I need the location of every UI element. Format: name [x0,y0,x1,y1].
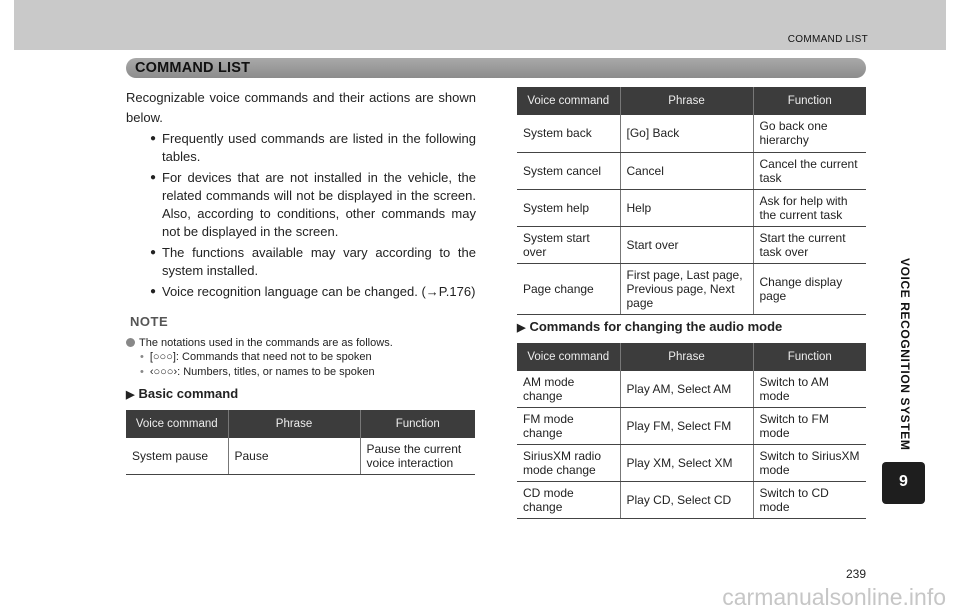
cell-function: Switch to CD mode [753,482,866,519]
table-row [517,226,866,263]
table-row [517,189,866,226]
bullet-item: ● The functions available may vary according to the system installed. [150,244,476,280]
cell-command: System cancel [517,152,620,189]
header-function: Function [753,343,866,371]
cell-function: Switch to SiriusXM mode [753,445,866,482]
header-function: Function [753,87,866,115]
intro-block [126,88,476,304]
cell-command: System back [517,115,620,152]
bullet-list [126,130,476,301]
page-number: 239 [846,567,867,581]
basic-command-heading: ▶ Basic command [126,386,238,401]
table-row [517,445,866,482]
cell-function: Pause the current voice interaction [360,438,475,475]
table-row [517,408,866,445]
note-sub-item: • ‹○○○›: Numbers, titles, or names to be spoken [140,366,480,378]
header-voice-command: Voice command [517,343,620,371]
audio-mode-heading: ▶ Commands for changing the audio mode [517,319,782,334]
cell-phrase: Start over [620,226,753,263]
cell-phrase: [Go] Back [620,115,753,152]
cell-command: System start over [517,226,620,263]
table-row [517,482,866,519]
cell-function: Switch to AM mode [753,371,866,408]
header-phrase: Phrase [620,343,753,371]
cell-phrase: Play CD, Select CD [620,482,753,519]
bullet-item: ● Voice recognition language can be changed. (→P.176) [150,283,476,301]
note-line [126,337,476,349]
cell-command: CD mode change [517,482,620,519]
table-header-row [517,87,866,115]
cell-command: FM mode change [517,408,620,445]
basic-command-table [126,410,475,475]
cell-command: SiriusXM radio mode change [517,445,620,482]
audio-command-table [517,343,866,519]
note-title: NOTE [130,314,169,329]
table-row [517,115,866,152]
section-title: COMMAND LIST [135,60,251,76]
cell-phrase: Play FM, Select FM [620,408,753,445]
note-sub-item: • [○○○]: Commands that need not to be spoken [140,351,480,363]
chapter-side-tab: VOICE RECOGNITION SYSTEM [898,258,912,451]
bullet-item: ● For devices that are not installed in the vehicle, the related commands will not be displayed in the screen. Also, according to conditions, other commands may not be displayed in the screen. [150,169,476,241]
cell-command: System pause [126,438,228,475]
cell-command: System help [517,189,620,226]
cell-phrase: Pause [228,438,360,475]
cell-phrase: Play XM, Select XM [620,445,753,482]
section-title-bar [126,58,866,78]
note-bullet-icon [126,338,135,347]
watermark: carmanualsonline.info [722,584,946,610]
intro-text: Recognizable voice commands and their actions are shown below. [126,90,476,125]
cell-function: Cancel the current task [753,152,866,189]
header-phrase: Phrase [228,410,360,438]
system-command-table [517,87,866,315]
cell-phrase: Cancel [620,152,753,189]
cell-function: Change display page [753,263,866,314]
cell-phrase: Play AM, Select AM [620,371,753,408]
cell-phrase: Help [620,189,753,226]
cell-command: AM mode change [517,371,620,408]
running-head: COMMAND LIST [787,34,868,45]
header-function: Function [360,410,475,438]
header-voice-command: Voice command [517,87,620,115]
table-header-row [517,343,866,371]
header-phrase: Phrase [620,87,753,115]
table-row [517,152,866,189]
cell-command: Page change [517,263,620,314]
cell-phrase: First page, Last page, Previous page, Next page [620,263,753,314]
bullet-item: ● Frequently used commands are listed in the following tables. [150,130,476,166]
note-text: The notations used in the commands are as follows. [139,337,393,349]
chapter-number-tab [882,462,925,504]
header-voice-command: Voice command [126,410,228,438]
cell-function: Switch to FM mode [753,408,866,445]
table-row [126,438,475,475]
cell-function: Ask for help with the current task [753,189,866,226]
table-row [517,371,866,408]
cell-function: Go back one hierarchy [753,115,866,152]
chapter-number: 9 [899,473,908,490]
table-row [517,263,866,314]
table-header-row [126,410,475,438]
cell-function: Start the current task over [753,226,866,263]
